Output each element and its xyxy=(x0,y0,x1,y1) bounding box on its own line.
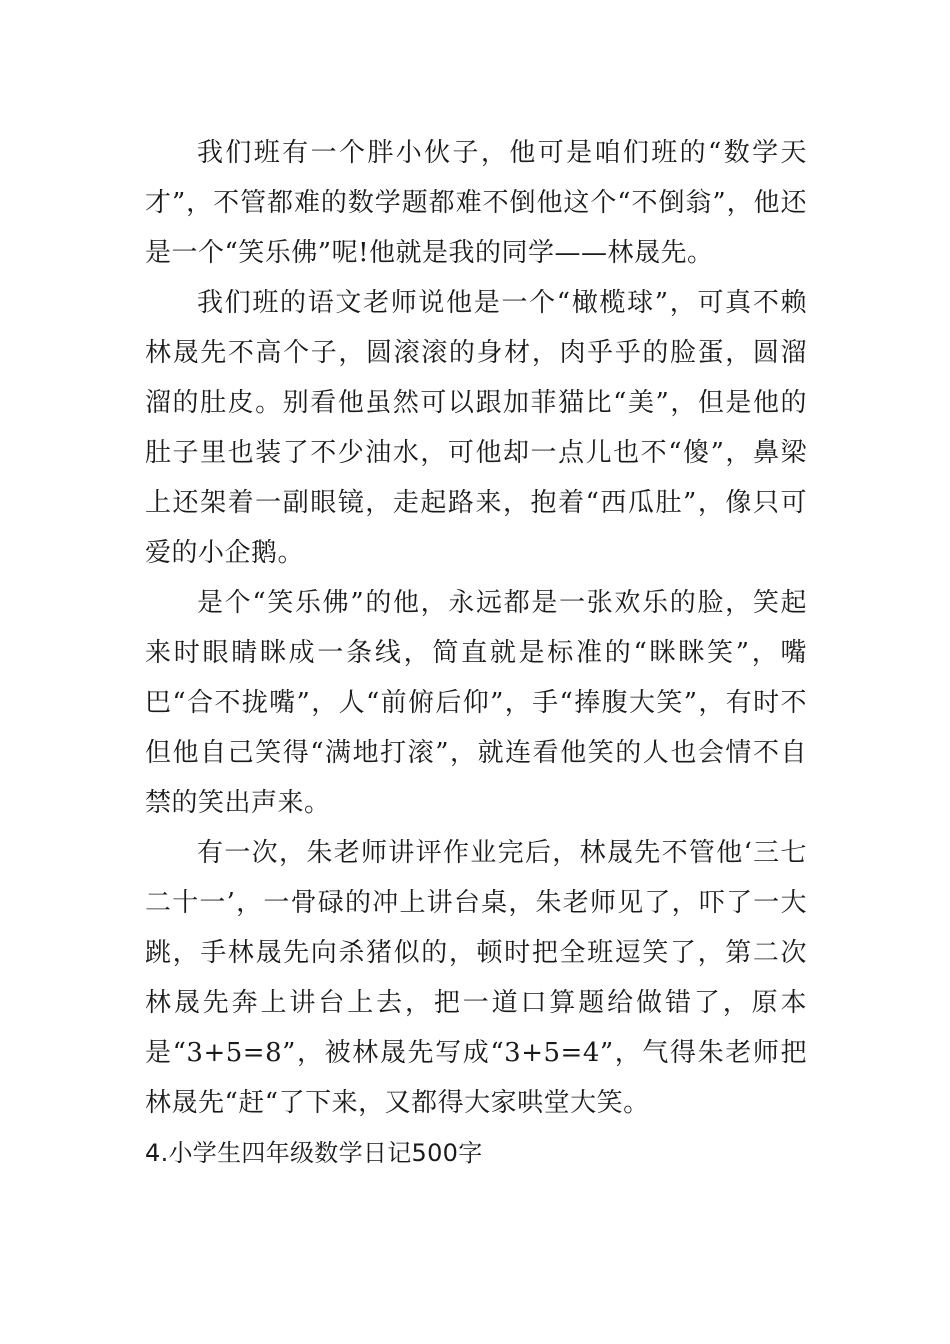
paragraph-intro: 我们班有一个胖小伙子，他可是咱们班的“数学天才”，不管都难的数学题都难不倒他这个“不倒翁”，他还是一个“笑乐佛”呢!他就是我的同学——林晟先。 xyxy=(145,138,807,268)
paragraph-anecdote: 有一次，朱老师讲评作业完后，林晟先不管他‘三七二十一’，一骨碌的冲上讲台桌，朱老师见了，吓了一大跳，手林晟先向杀猪似的，顿时把全班逗笑了，第二次林晟先奔上讲台上去，把一道口算题给做错了，原本是“3+5=8”，被林晟先写成“3+5=4”，气得朱老师把林晟先“赶“了下来，又都得大家哄堂大笑。 xyxy=(145,838,807,1118)
section-heading: 4.小学生四年级数学日记500字 xyxy=(145,1139,483,1167)
document-body xyxy=(145,128,807,1178)
paragraph-laughter: 是个“笑乐佛”的他，永远都是一张欢乐的脸，笑起来时眼睛眯成一条线，简直就是标准的“眯眯笑”，嘴巴“合不拢嘴”，人“前俯后仰”，手“捧腹大笑”，有时不但他自己笑得“满地打滚”，就连看他笑的人也会情不自禁的笑出声来。 xyxy=(145,588,807,818)
paragraph-appearance: 我们班的语文老师说他是一个“橄榄球”，可真不赖林晟先不高个子，圆滚滚的身材，肉乎乎的脸蛋，圆溜溜的肚皮。别看他虽然可以跟加菲猫比“美”，但是他的肚子里也装了不少油水，可他却一点儿也不“傻”，鼻梁上还架着一副眼镜，走起路来，抱着“西瓜肚”，像只可爱的小企鹅。 xyxy=(145,288,807,568)
